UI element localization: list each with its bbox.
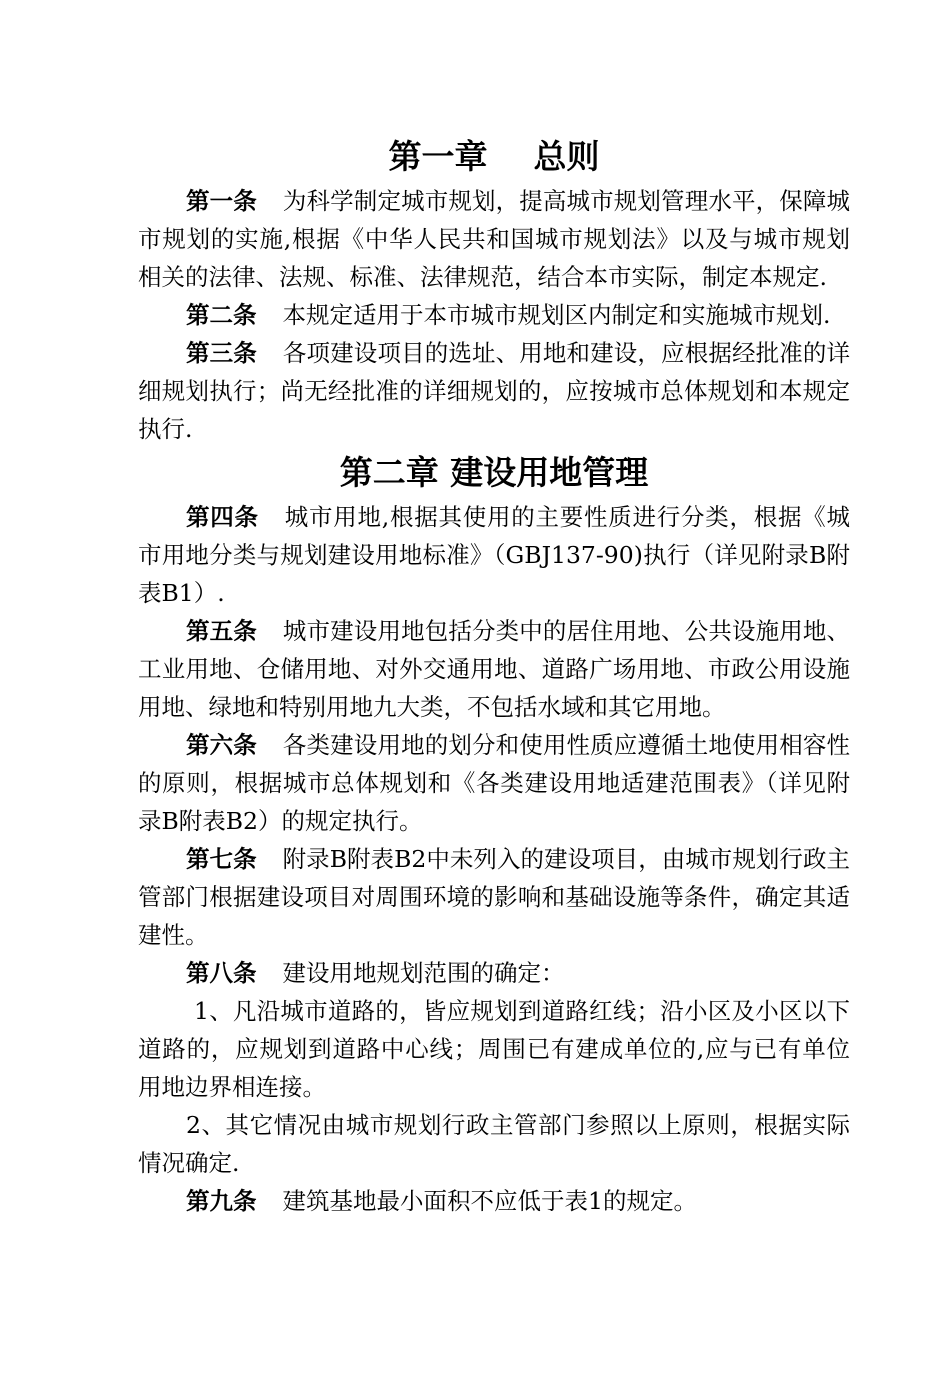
article-paragraph: [138, 296, 850, 334]
article-paragraph: [138, 1182, 850, 1220]
article-text: 建设用地规划范围的确定：: [282, 959, 565, 987]
article-label: 第六条: [186, 731, 257, 759]
article-text: 城市用地,根据其使用的主要性质进行分类，根据《城市用地分类与规划建设用地标准》（GBJ137-90)执行（详见附录B附表B1）.: [138, 503, 850, 607]
article-label: 第三条: [186, 339, 257, 367]
article-paragraph: [138, 182, 850, 296]
article-text: 本规定适用于本市城市规划区内制定和实施城市规划.: [282, 301, 831, 329]
clause-paragraph: [138, 992, 850, 1106]
article-label: 第五条: [186, 617, 257, 645]
article-paragraph: [138, 840, 850, 954]
article-label: 第一条: [186, 187, 257, 215]
clause-text: 1、凡沿城市道路的，皆应规划到道路红线；沿小区及小区以下道路的，应规划到道路中心线；周围已有建成单位的,应与已有单位用地边界相连接。: [138, 997, 850, 1101]
article-paragraph: [138, 726, 850, 840]
article-label: 第七条: [186, 845, 257, 873]
article-paragraph: [138, 612, 850, 726]
article-text: 各类建设用地的划分和使用性质应遵循土地使用相容性的原则，根据城市总体规划和《各类建设用地适建范围表》（详见附录B附表B2）的规定执行。: [138, 731, 851, 835]
article-text: 城市建设用地包括分类中的居住用地、公共设施用地、工业用地、仓储用地、对外交通用地、道路广场用地、市政公用设施用地、绿地和特别用地九大类，不包括水域和其它用地。: [138, 617, 851, 721]
clause-text: 2、其它情况由城市规划行政主管部门参照以上原则，根据实际情况确定.: [138, 1111, 850, 1177]
article-label: 第二条: [186, 301, 257, 329]
article-text: 建筑基地最小面积不应低于表1的规定。: [282, 1187, 697, 1215]
document-page: [138, 132, 850, 1220]
article-paragraph: [138, 954, 850, 992]
article-paragraph: [138, 334, 850, 448]
article-text: 各项建设项目的选址、用地和建设，应根据经批准的详细规划执行；尚无经批准的详细规划的，应按城市总体规划和本规定执行.: [138, 339, 851, 443]
article-paragraph: [138, 498, 850, 612]
article-label: 第四条: [186, 503, 259, 531]
chapter-title: 第二章 建设用地管理: [339, 453, 649, 492]
clause-paragraph: [138, 1106, 850, 1182]
article-text: 为科学制定城市规划，提高城市规划管理水平，保障城市规划的实施,根据《中华人民共和国城市规划法》以及与城市规划相关的法律、法规、标准、法律规范，结合本市实际，制定本规定.: [138, 187, 851, 291]
chapter-title: 第一章 总则: [388, 137, 600, 176]
article-label: 第九条: [186, 1187, 257, 1215]
article-text: 附录B附表B2中未列入的建设项目，由城市规划行政主管部门根据建设项目对周围环境的影响和基础设施等条件，确定其适建性。: [138, 845, 850, 949]
article-label: 第八条: [186, 959, 257, 987]
